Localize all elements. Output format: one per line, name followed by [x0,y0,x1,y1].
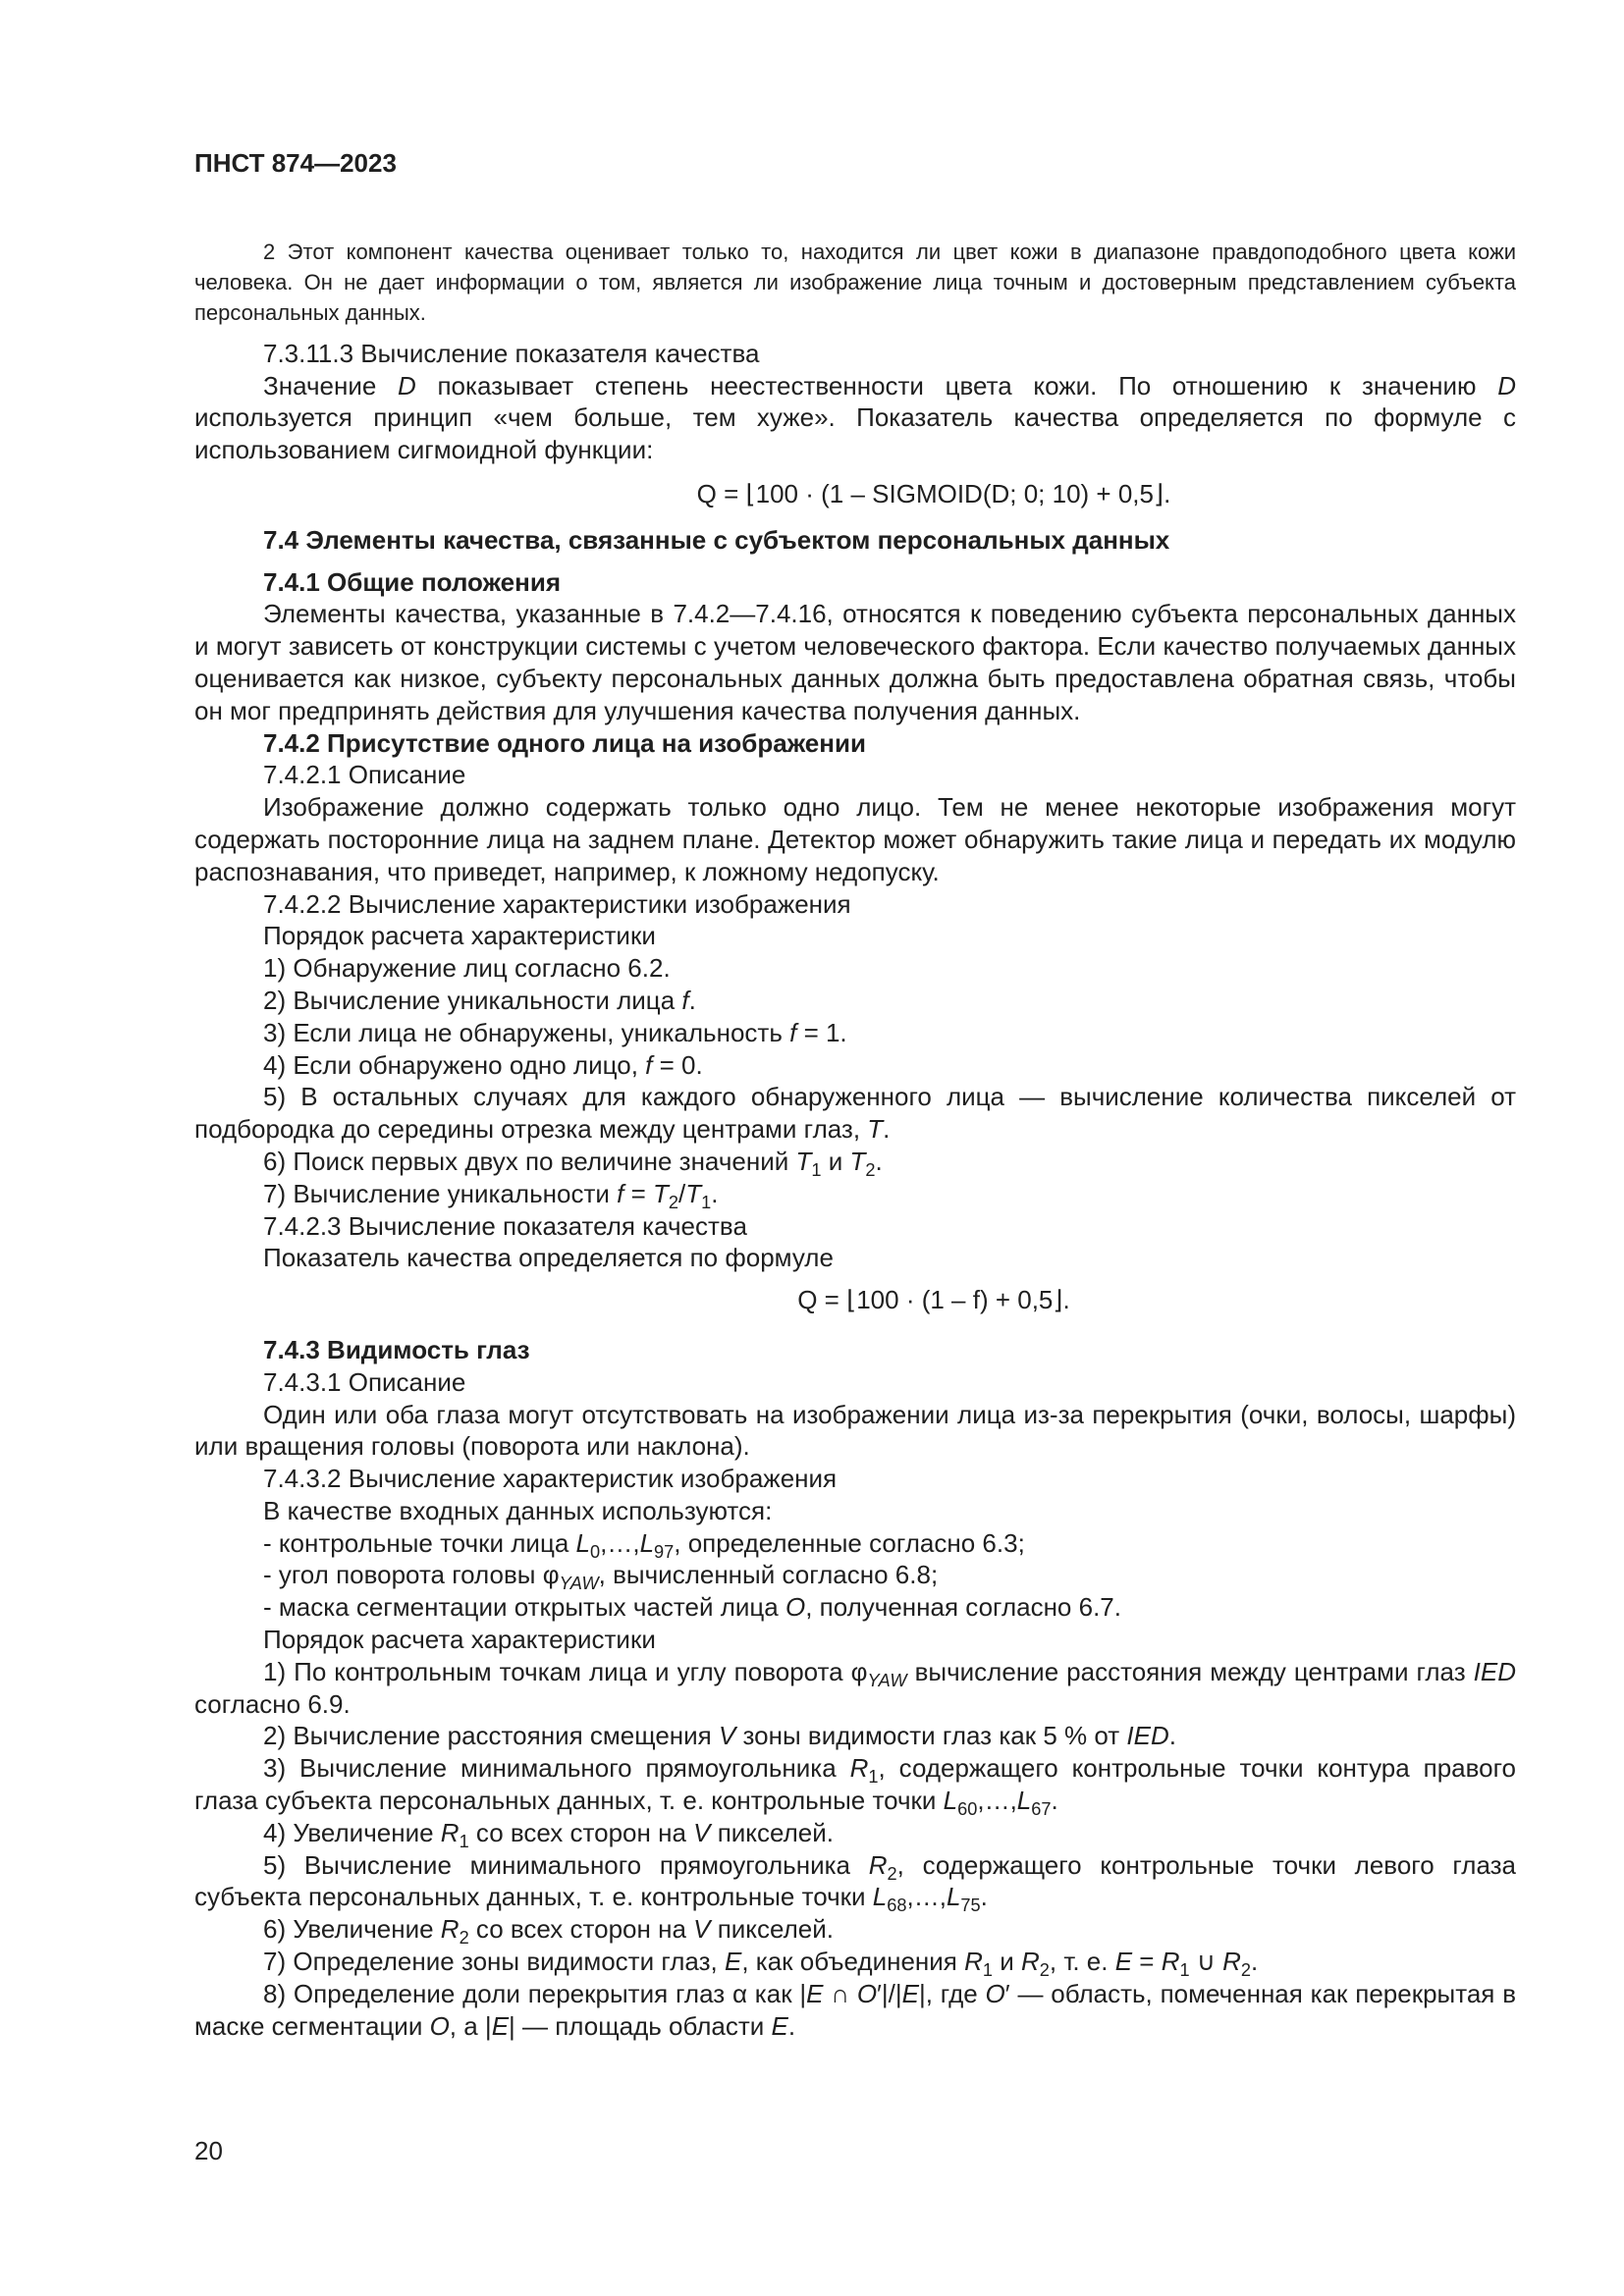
page-number: 20 [194,2136,223,2165]
section-743-title: 7.4.3 Видимость глаз [263,1334,530,1364]
list-item: 5) Вычисление минимального прямоугольника $R_2$, содержащего контрольные точки левого глаза субъекта персональных данных, т. е. контрольные точки $L_{68},\dots,L_{75}$. [194,1849,1516,1916]
list-item: 5) В остальных случаях для каждого обнаруженного лица — вычисление количества пикселей от подбородка до середины отрезка между центрами глаз, T. [194,1082,1516,1145]
section-742-title: 7.4.2 Присутствие одного лица на изображении [263,727,866,758]
section-7421-text: Изображение должно содержать только одно лицо. Тем не менее некоторые изображения могут содержать посторонние лица на заднем плане. Детектор может обнаружить такие лица и передать их модулю распознавания, что приведет, например, к ложному недопуску. [194,792,1516,886]
list-item: 4) Увеличение $R_1$ со всех сторон на V пикселей. [263,1817,834,1851]
section-7423-text: Показатель качества определяется по формуле [263,1243,834,1273]
list-item: 2) Вычисление уникальности лица f. [263,985,696,1015]
list-item: 4) Если обнаружено одно лицо, f = 0. [263,1049,703,1080]
list-item: 3) Вычисление минимального прямоугольника $R_1$, содержащего контрольные точки контура правого глаза субъекта персональных данных, т. е. контрольные точки $L_{60},\dots,L_{67}$. [194,1753,1516,1820]
list-item: 3) Если лица не обнаружены, уникальность f = 1. [263,1017,847,1047]
section-7422-title: 7.4.2.2 Вычисление характеристики изображения [263,888,851,919]
section-7423-title: 7.4.2.3 Вычисление показателя качества [263,1210,747,1241]
list-item: 7) Определение зоны видимости глаз, E, как объединения $R_1$ и $R_2$, т. е. $E = R_1$ ∪ $R_2$. [263,1947,1259,1981]
list-item: - контрольные точки лица $L_0,\dots,L_{97}$, определенные согласно 6.3; [263,1527,1025,1562]
formula-sigmoid: Q = ⌊100 · (1 – SIGMOID(D; 0; 10) + 0,5⌋. [696,478,1171,508]
inputs-title: В качестве входных данных используются: [263,1495,773,1525]
order-title-2: Порядок расчета характеристики [263,1625,656,1655]
section-7421-title: 7.4.2.1 Описание [263,760,466,790]
note-paragraph: 2 Этот компонент качества оценивает только то, находится ли цвет кожи в диапазоне правдоподобного цвета кожи человека. Он не дает информации о том, является ли изображение лица точным и достоверным представлением субъекта персональных данных. [194,239,1516,325]
section-741-title: 7.4.1 Общие положения [263,566,561,597]
list-item: 7) Вычисление уникальности $f = T_2/T_1$. [263,1178,719,1212]
section-7311-3-title: 7.3.11.3 Вычисление показателя качества [263,338,760,368]
formula-uniqueness: Q = ⌊100 · (1 – f) + 0,5⌋. [797,1285,1070,1315]
document-page [194,147,1516,2042]
list-item: 2) Вычисление расстояния смещения V зоны видимости глаз как 5 % от IED. [263,1721,1176,1751]
section-7311-3-text: Значение D показывает степень неестественности цвета кожи. По отношению к значению D используется принцип «чем больше, тем хуже». Показатель качества определяется по формуле с использованием сигмоидной функции: [194,370,1517,465]
list-item: - угол поворота головы $\varphi_{YAW}$, вычисленный согласно 6.8; [263,1560,939,1594]
list-item: 1) Обнаружение лиц согласно 6.2. [263,953,671,984]
list-item: 6) Поиск первых двух по величине значений $T_1$ и $T_2$. [263,1146,883,1180]
section-7432-title: 7.4.3.2 Вычисление характеристик изображения [263,1464,838,1494]
list-item: 8) Определение доли перекрытия глаз α как |E ∩ O′|/|E|, где O′ — область, помеченная как перекрытая в маске сегментации O, а |E| — площадь области E. [194,1978,1517,2041]
section-7431-text: Один или оба глаза могут отсутствовать на изображении лица из-за перекрытия (очки, волосы, шарфы) или вращения головы (поворота или наклона). [194,1399,1516,1462]
section-74-title: 7.4 Элементы качества, связанные с субъектом персональных данных [263,524,1170,555]
document-header: ПНСТ 874—2023 [194,148,397,178]
list-item: 6) Увеличение $R_2$ со всех сторон на V пикселей. [263,1914,834,1949]
list-item: - маска сегментации открытых частей лица O, полученная согласно 6.7. [263,1592,1121,1623]
section-741-text: Элементы качества, указанные в 7.4.2—7.4.16, относятся к поведению субъекта персональных данных и могут зависеть от конструкции системы с учетом человеческого фактора. Если качество получаемых данных оценивается как низкое, субъекту персональных данных должна быть предоставлена обратная связь, чтобы он мог предпринять действия для улучшения качества получения данных. [194,599,1516,725]
section-7431-title: 7.4.3.1 Описание [263,1366,466,1397]
list-item: 1) По контрольным точкам лица и углу поворота $\varphi_{YAW}$ вычисление расстояния между центрами глаз IED согласно 6.9. [194,1656,1516,1719]
order-title: Порядок расчета характеристики [263,921,656,951]
